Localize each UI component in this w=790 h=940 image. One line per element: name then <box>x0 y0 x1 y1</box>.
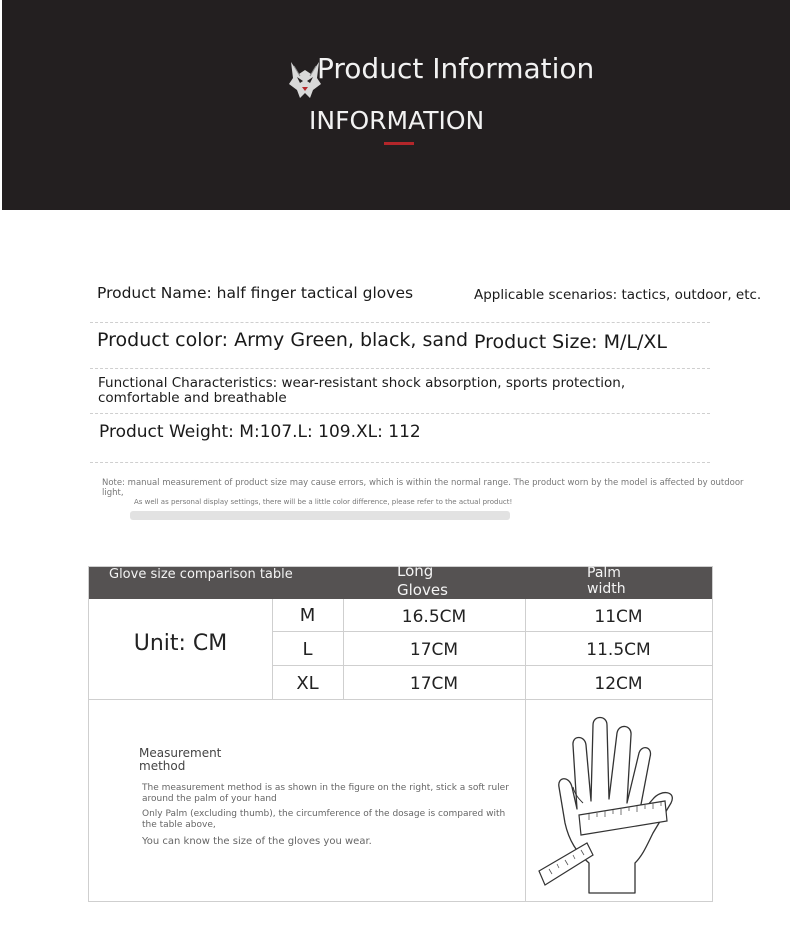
palm-cell: 12CM <box>594 674 643 694</box>
divider <box>90 322 710 323</box>
measurement-text: You can know the size of the gloves you wear. <box>142 836 372 847</box>
divider <box>90 413 710 414</box>
page-title: Product Information <box>317 52 595 85</box>
product-name: Product Name: half finger tactical gloves <box>97 284 414 302</box>
size-cell: L <box>302 639 313 660</box>
accent-rule <box>384 142 414 145</box>
grid-line <box>272 665 712 666</box>
divider <box>90 368 710 369</box>
product-weight: Product Weight: M:107.L: 109.XL: 112 <box>99 422 421 442</box>
blurred-strip <box>130 511 510 520</box>
hand-measurement-icon <box>529 703 709 899</box>
column-header-length: Long Gloves <box>397 562 448 599</box>
product-color: Product color: Army Green, black, sand <box>97 329 469 351</box>
size-cell: M <box>299 605 316 626</box>
functional-characteristics: Functional Characteristics: wear-resistant shock absorption, sports protection, comfortable and breathable <box>98 375 626 406</box>
applicable-scenarios: Applicable scenarios: tactics, outdoor, etc. <box>474 287 762 303</box>
measurement-text: Only Palm (excluding thumb), the circumference of the dosage is compared with the table above, <box>142 809 506 830</box>
length-cell: 17CM <box>409 674 459 694</box>
table-title: Glove size comparison table <box>109 567 293 582</box>
divider <box>90 462 710 463</box>
grid-line <box>272 631 712 632</box>
page-subtitle: INFORMATION <box>309 106 485 135</box>
note-text: Note: manual measurement of product size may cause errors, which is within the normal range. The product worn by the model is affected by outdoor light, <box>102 478 744 498</box>
unit-label: Unit: CM <box>133 631 228 656</box>
length-cell: 17CM <box>409 640 459 660</box>
size-cell: XL <box>296 673 319 694</box>
table-header <box>89 562 712 599</box>
size-comparison-table <box>88 562 713 902</box>
header-banner <box>2 0 790 210</box>
grid-line <box>89 699 712 700</box>
measurement-text: The measurement method is as shown in the figure on the right, stick a soft ruler around the palm of your hand <box>142 783 509 804</box>
measurement-title: Measurement method <box>139 746 222 773</box>
length-cell: 16.5CM <box>401 607 467 627</box>
palm-cell: 11.5CM <box>586 640 651 660</box>
column-header-palm: Palm width <box>587 565 626 597</box>
note-text-secondary: As well as personal display settings, there will be a little color difference, please refer to the actual product! <box>134 498 513 506</box>
product-size: Product Size: M/L/XL <box>474 331 668 353</box>
palm-cell: 11CM <box>594 607 643 627</box>
